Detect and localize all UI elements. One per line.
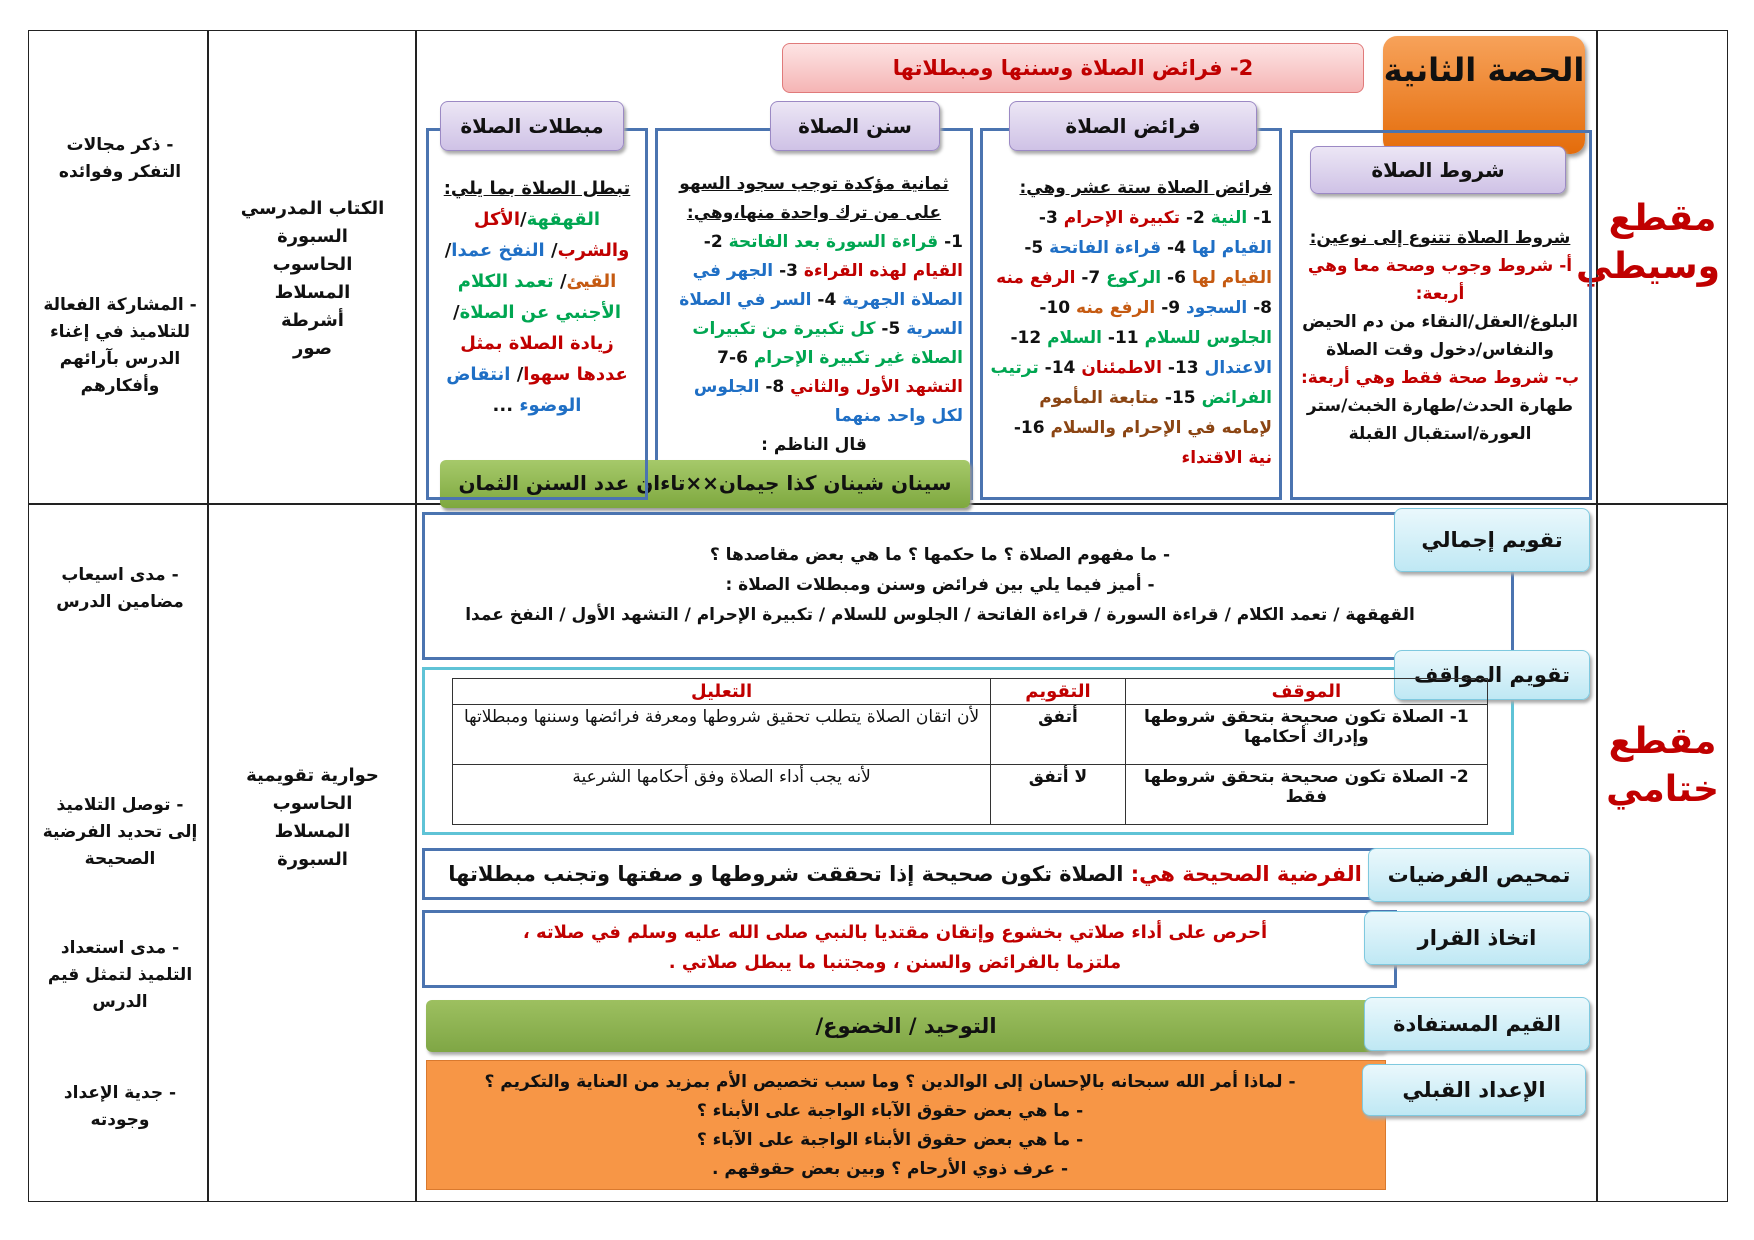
table-row <box>453 705 1488 765</box>
situation-cell: 1- الصلاة تكون صحيحة بتحقق شروطها وإدراك أحكامها <box>1125 705 1487 765</box>
situations-table <box>452 678 1488 825</box>
material-item: صور <box>292 338 333 359</box>
prep-q1: - لماذا أمر الله سبحانه بالإحسان إلى الوالدين ؟ وما سبب تخصيص الأم بمزيد من العناية والتكريم ؟ <box>484 1072 1296 1092</box>
overall-q3: القهقهة / تعمد الكلام / قراءة السورة / قراءة الفاتحة / الجلوس للسلام / تكبيرة الإحرام / التشهد الأول / النفخ عمدا <box>465 605 1415 625</box>
situations-tab-label: تقويم المواقف <box>1413 663 1571 687</box>
prep-q4: - عرف ذوي الأرحام ؟ وبين بعض حقوقهم . <box>711 1159 1069 1179</box>
obligations-intro: فرائض الصلاة ستة عشر وهي: <box>1019 178 1272 198</box>
overall-q1: - ما مفهوم الصلاة ؟ ما حكمها ؟ ما هي بعض مقاصدها ؟ <box>709 545 1171 565</box>
reason-cell: لأنه يجب أداء الصلاة وفق أحكامها الشرعية <box>453 765 991 825</box>
invalidators-content <box>436 173 638 421</box>
situation-cell: 2- الصلاة تكون صحيحة بتحقق شروطها فقط <box>1125 765 1487 825</box>
material-item: السبورة <box>277 849 348 870</box>
invalidators-line: القهقهة/الأكل والشرب/ النفخ عمدا/ القيئ/ تعمد الكلام الأجنبي عن الصلاة/ زيادة الصلاة بمثل عددها سهوا/ انتقاض الوضوء ... <box>444 209 630 416</box>
grid-vline-3 <box>1596 30 1598 1202</box>
situations-table-wrap <box>452 678 1488 828</box>
material-item: المسلاط <box>274 821 351 842</box>
grid-vline-2 <box>415 30 417 1202</box>
hypothesis-content <box>440 857 1370 891</box>
hypothesis-tab-label: تمحيص الفرضيات <box>1387 863 1571 887</box>
materials-top <box>215 195 410 363</box>
prep-q3: - ما هي بعض حقوق الأبناء الواجبة على الآباء ؟ <box>696 1130 1084 1150</box>
decision-line-1: أحرص على أداء صلاتي بخشوع وإتقان مقتديا بالنبي صلى الله عليه وسلم في صلاته ، <box>522 922 1268 943</box>
lesson-title <box>782 43 1364 93</box>
col-evaluation: التقويم <box>991 679 1126 705</box>
criteria-3: - مدى اسيعاب مضامين الدرس <box>56 565 184 612</box>
conditions-tab <box>1310 146 1566 194</box>
sunan-intro: ثمانية مؤكدة توجب سجود السهو على من ترك واحدة منها،وهي: <box>679 174 949 223</box>
prep-q2: - ما هي بعض حقوق الآباء الواجبة على الأبناء ؟ <box>696 1101 1084 1121</box>
overall-q2: - أميز فيما يلي بين فرائض وسنن ومبطلات الصلاة : <box>725 575 1155 595</box>
conditions-b-list: طهارة الحدث/طهارة الخبث/ستر العورة/استقبال القبلة <box>1306 396 1574 444</box>
criteria-1: - ذكر مجالات التفكر وفوائده <box>58 135 182 182</box>
sunan-line: 1- قراءة السورة بعد الفاتحة 2- القيام لهذه القراءة 3- الجهر في الصلاة الجهرية 4- السر في الصلاة السرية 5- كل تكبيرة من تكبيرات الصلاة غير تكبيرة الإحرام 6-7 التشهد الأول والثاني 8- الجلوس لكل واحد منهما <box>679 232 963 426</box>
sunan-tab <box>770 101 940 151</box>
values-tab-label: القيم المستفادة <box>1393 1012 1561 1036</box>
overall-tab-label: تقويم إجمالي <box>1421 528 1563 552</box>
material-item: السبورة <box>277 226 348 247</box>
hypothesis-text: الصلاة تكون صحيحة إذا تحققت شروطها و صفتها وتجنب مبطلاتها <box>448 862 1124 886</box>
conditions-tab-label: شروط الصلاة <box>1371 158 1505 182</box>
criteria-5: - مدى استعداد التلميذ لتمثل قيم الدرس <box>47 938 193 1012</box>
evaluation-cell: لا أتفق <box>991 765 1126 825</box>
obligations-line: 1- النية 2- تكبيرة الإحرام 3- القيام لها 4- قراءة الفاتحة 5- القيام لها 6- الركوع 7- الرفع منه 8- السجود 9- الرفع منه 10- الجلوس للسلام 11- السلام 12- الاعتدال 13- الاطمئنان 14- ترتيب الفرائض 15- متابعة المأموم لإمامه في الإحرام والسلام 16- نية الاقتداء <box>990 208 1272 468</box>
invalidators-tab <box>440 101 624 151</box>
decision-content <box>440 918 1350 978</box>
criteria-6: - جدية الإعداد وجودته <box>63 1083 177 1130</box>
conditions-intro: شروط الصلاة تتنوع إلى نوعين: <box>1309 228 1571 248</box>
lesson-title-text: 2- فرائض الصلاة وسننها ومبطلاتها <box>892 56 1254 80</box>
material-item: الكتاب المدرسي <box>240 198 385 219</box>
hypothesis-label: الفرضية الصحيحة هي: <box>1130 862 1362 886</box>
conditions-content <box>1300 224 1580 448</box>
col-reason: التعليل <box>453 679 991 705</box>
material-item: الحاسوب <box>272 254 353 275</box>
values-tab <box>1364 997 1590 1051</box>
prep-content <box>440 1068 1340 1184</box>
hypothesis-tab <box>1368 848 1590 902</box>
criteria-4: - توصل التلاميذ إلى تحديد الفرضية الصحيحة <box>42 795 198 869</box>
decision-tab-label: اتخاذ القرار <box>1417 926 1537 950</box>
verse-text: سينان شينان كذا جيمان××تاءان عدد السنن الثمان <box>458 471 952 495</box>
material-item: الحاسوب <box>272 793 353 814</box>
sunan-poet: قال الناظم : <box>761 435 867 455</box>
prep-tab <box>1362 1064 1586 1116</box>
invalidators-intro: تبطل الصلاة بما يلي: <box>443 178 631 199</box>
grid-vline-1 <box>207 30 209 1202</box>
material-item: أشرطة <box>281 310 344 331</box>
table-row <box>453 765 1488 825</box>
prep-tab-label: الإعداد القبلي <box>1402 1078 1546 1102</box>
obligations-content <box>990 173 1272 473</box>
conditions-b: ب- شروط صحة فقط وهي أربعة: <box>1300 368 1580 388</box>
invalidators-tab-label: مبطلات الصلاة <box>460 114 604 138</box>
materials-bottom <box>215 762 410 874</box>
sunan-tab-label: سنن الصلاة <box>798 114 912 138</box>
col-situation: الموقف <box>1125 679 1487 705</box>
conditions-a-list: البلوغ/العقل/النقاء من دم الحيض والنفاس/دخول وقت الصلاة <box>1302 312 1578 360</box>
material-item: حوارية تقويمية <box>246 765 379 786</box>
criteria-2: - المشاركة الفعالة للتلاميذ في إغناء الدرس بآرائهم وأفكارهم <box>43 295 197 396</box>
conditions-a: أ- شروط وجوب وصحة معا وهي أربعة: <box>1307 256 1573 304</box>
overall-content <box>440 540 1440 630</box>
decision-tab <box>1364 911 1590 965</box>
sunan-content <box>665 170 963 460</box>
evaluation-cell: أتفق <box>991 705 1126 765</box>
table-header-row <box>453 679 1488 705</box>
decision-line-2: ملتزما بالفرائض والسنن ، ومجتنبا ما يبطل صلاتي . <box>668 952 1122 973</box>
values-text: التوحيد / الخضوع/ <box>815 1014 997 1038</box>
reason-cell: لأن اتقان الصلاة يتطلب تحقيق شروطها ومعرفة فرائضها وسننها ومبطلاتها <box>453 705 991 765</box>
stage-final: مقطع ختامي <box>1606 721 1719 810</box>
session-title-text: الحصة الثانية <box>1383 51 1585 89</box>
obligations-tab-label: فرائض الصلاة <box>1065 114 1201 138</box>
material-item: المسلاط <box>274 282 351 303</box>
values-box <box>426 1000 1386 1052</box>
stage-middle: مقطع وسيطي <box>1576 198 1720 287</box>
obligations-tab <box>1009 101 1257 151</box>
